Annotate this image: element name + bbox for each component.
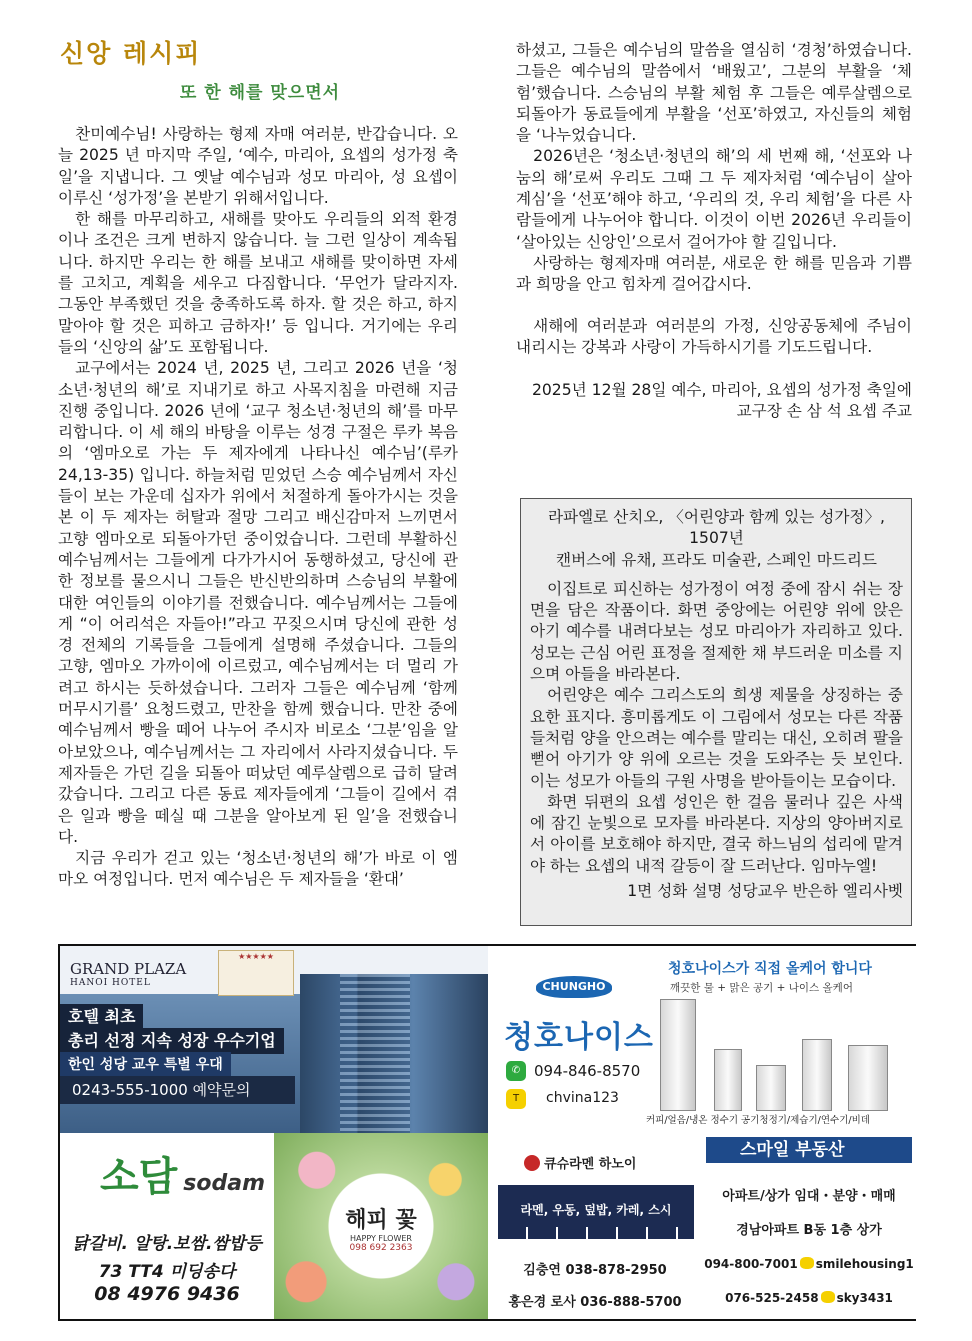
grand-plaza-logo (70, 960, 186, 988)
ramen-contact-2: 홍은경 로사 036-888-5700 (508, 1295, 682, 1310)
sodam-brand (100, 1145, 265, 1202)
chungho-kakao: chvina123 (546, 1090, 619, 1106)
grand-plaza-line1: 호텔 최초 (60, 1004, 143, 1030)
ad-smile-realty[interactable] (702, 1133, 916, 1319)
smile-line2: 경남아파트 B동 1층 상가 (736, 1223, 882, 1238)
grand-plaza-line2: 총리 선정 지속 성장 우수기업 (60, 1028, 284, 1054)
artwork-medium: 캔버스에 유채, 프라도 미술관, 스페인 마드리드 (556, 550, 877, 569)
signature (516, 380, 912, 423)
smile-contact-2 (702, 1291, 916, 1305)
smile-contact-1 (702, 1257, 916, 1271)
artwork-note-heading (530, 507, 903, 571)
grand-plaza-phone: 0243-555-1000 예약문의 (60, 1076, 295, 1104)
ramen-contact-1: 김충연 038-878-2950 (523, 1263, 667, 1278)
signature-date: 2025년 12월 28일 예수, 마리아, 요셉의 성가정 축일에 (531, 381, 912, 400)
smile-phone-1: 094-800-7001 (704, 1257, 798, 1271)
artwork-title: 라파엘로 산치오, 〈어린양과 함께 있는 성가정〉, 1507년 (547, 508, 886, 548)
sodam-name-en: sodam (183, 1171, 266, 1196)
grand-plaza-line3: 한인 성당 교우 특별 우대 (60, 1052, 231, 1078)
sodam-name: 소담 (100, 1154, 178, 1200)
sodam-menu: 닭갈비. 알탕.보쌈.쌈밥등 (72, 1234, 262, 1254)
page-subtitle: 또 한 해를 맞으면서 (179, 83, 341, 103)
right-paragraph: 사랑하는 형제자매 여러분, 새로운 한 해를 믿음과 기쁨과 희망을 안고 힘차게 걸어갑시다. (516, 253, 912, 294)
right-column (516, 40, 912, 423)
ramen-menu-banner (498, 1185, 694, 1239)
ad-sodam[interactable] (60, 1133, 274, 1319)
chungho-headline: 청호나이스가 직접 올케어 합니다 (668, 961, 872, 977)
star-rating-badge: ★★★★★ (218, 950, 294, 996)
left-paragraph: 지금 우리가 걷고 있는 ‘청소년·청년의 해’가 바로 이 엠마오 여정입니다. 먼저 예수님은 두 제자들을 ‘환대’ (58, 849, 458, 889)
smile-phone-2: 076-525-2458 (725, 1291, 819, 1305)
artwork-paragraph: 화면 뒤편의 요셉 성인은 한 걸음 물러나 깊은 사색에 잠긴 눈빛으로 모자를 바라본다. 지상의 양아버지로서 아이를 보호해야 하지만, 결국 하느님의 섭리에 맡겨야 하는 요셉의 내적 갈등이 잘 드러난다. 임마누엘! (530, 792, 903, 875)
ad-chungho[interactable] (488, 946, 916, 1133)
chungho-badge: CHUNGHO (536, 976, 612, 998)
air-purifier-image (802, 1039, 832, 1111)
phone-icon: ✆ (506, 1061, 526, 1081)
left-paragraph: 찬미예수님! 사랑하는 형제 자매 여러분, 반갑습니다. 오늘 2025 년 마지막 주일, ‘예수, 마리아, 요셉의 성가정 축일’을 지냅니다. 그 옛날 예수님과 성모 마리아, 성 요셉이 이루신 ‘성가정’을 본받기 위해서입니다. (58, 125, 458, 207)
dehumidifier-image (848, 1045, 888, 1111)
chungho-brand: 청호나이스 (504, 1020, 654, 1055)
ad-kyushu-ramen[interactable] (488, 1133, 702, 1319)
coffee-machine-image (756, 1065, 786, 1111)
ramen-menu: 라멘, 우동, 덮밥, 카레, 스시 (520, 1203, 672, 1217)
kakao-talk-icon (800, 1257, 814, 1269)
sodam-address: 73 TT4 미딩송다 (98, 1262, 236, 1282)
flower-brand-en: HAPPY FLOWER (350, 1234, 412, 1243)
left-paragraph: 교구에서는 2024 년, 2025 년, 그리고 2026 년을 ‘청소년·청년의 해’로 지내기로 하고 사목지침을 마련해 지금 진행 중입니다. 2026 년에 ‘교구 청소년·청년의 해’를 마무리합니다. 이 세 해의 바탕을 이루는 성경 구절은 루카 복음의 ‘엠마오로 가는 두 제자에게 나타나신 예수님’(루카 24,13-35) 입니다. 하늘처럼 믿었던 스승 예수님께서 자신들이 보는 가운데 십자가 위에서 처절하게 돌아가시는 것을 본 이 두 제자는 허탈과 절망 그리고 배신감마저 느끼면서 고향 엠마오로 되돌아가던 중이었습니다. 그런데 부활하신 예수님께서는 그들에게 다가가시어 동행하셨고, 당신에 관한 정보를 물으시니 그들은 반신반의하며 스승님의 부활에 대한 여인들의 이야기를 전했습니다. 예수님께서는 그들에게 “이 어리석은 자들아!”라고 꾸짖으시며 당신에 관한 성경 전체의 기록들을 그들에게 설명해 주셨습니다. 그들의 고향, 엠마오 가까이에 이르렀고, 예수님께서는 더 멀리 가려고 하시는 듯하셨습니다. 그러자 그들은 예수님께 ‘함께 머무시기를’ 요청드렸고, 만찬을 함께 했습니다. 만찬 중에 예수님께서 빵을 떼어 나누어 주시자 비로소 ‘그분’임을 알아보았으나, 예수님께서는 그 자리에서 사라지셨습니다. 두 제자들은 가던 길을 되돌아 떠났던 예루살렘으로 급히 달려갔습니다. 그리고 다른 동료 제자들에게 ‘그들이 길에서 겪은 일과 빵을 떼실 때 그분을 알아보게 된 일’을 전했습니다. (58, 359, 458, 846)
signature-name: 교구장 손 삼 석 요셉 주교 (736, 402, 912, 421)
flower-logo (274, 1203, 488, 1253)
grand-plaza-name: GRAND PLAZA (70, 960, 187, 978)
smile-kakao-2: sky3431 (836, 1291, 893, 1305)
artwork-credit: 1면 성화 설명 성당교우 반은하 엘리사벳 (627, 882, 903, 901)
smile-header (706, 1137, 912, 1163)
smile-line1: 아파트/상가 임대・분양・매매 (722, 1189, 896, 1204)
right-paragraph: 2026년은 ‘청소년·청년의 해’의 세 번째 해, ‘선포와 나눔의 해’로써 우리도 그때 그 두 제자처럼 ‘예수님이 살아계심’을 ‘선포’해야 하고, ‘우리의 것, 우리 체험’을 다른 사람들에게 나누어야 합니다. 이것이 이번 2026년 우리들이 ‘살아있는 신앙인’으로서 걸어가야 할 길입니다. (516, 147, 912, 251)
artwork-note-box (520, 498, 912, 926)
smile-kakao-1: smilehousing1 (815, 1257, 914, 1271)
chungho-products: 커피/얼음/냉온 정수기 공기청정기/제습기/연수기/비데 (646, 1115, 870, 1126)
kakao-talk-icon (821, 1291, 835, 1303)
chungho-phone: 094-846-8570 (534, 1062, 641, 1080)
advertisement-grid (58, 944, 916, 1321)
water-purifier-image (660, 999, 696, 1111)
chungho-tagline: 깨끗한 물 + 맑은 공기 + 나이스 올케어 (670, 982, 853, 994)
flower-phone: 098 692 2363 (349, 1243, 413, 1253)
sodam-phone: 08 4976 9436 (94, 1283, 240, 1305)
flower-brand: 해피 꽃 (345, 1208, 417, 1233)
artwork-paragraph: 어린양은 예수 그리스도의 희생 제물을 상징하는 중요한 표지다. 흥미롭게도 이 그림에서 성모는 다른 작품들처럼 양을 안으려는 예수를 말리는 대신, 오히려 팔을 뻗어 아기가 양 위에 오르는 것을 도와주는 듯 보인다. 이는 성모가 아들의 구원 사명을 받아들이는 모습이다. (530, 686, 903, 790)
right-paragraph: 새해에 여러분과 여러분의 가정, 신앙공동체에 주님이 내리시는 강복과 사랑이 가득하시기를 기도드립니다. (516, 316, 912, 356)
water-purifier-image (714, 1049, 742, 1111)
ad-happy-flower[interactable] (274, 1133, 488, 1319)
left-column (58, 124, 458, 891)
right-paragraph: 하셨고, 그들은 예수님의 말씀을 열심히 ‘경청’하였습니다. 그들은 예수님의 말씀에서 ‘배웠고’, 그분의 부활을 ‘체험’했습니다. 스승님의 부활 체험 후 그들은 예루살렘으로 되돌아가 동료들에게 부활을 ‘선포’하였고, 자신들의 체험을 ‘나누었습니다. (516, 41, 912, 145)
left-paragraph: 한 해를 마무리하고, 새해를 맞아도 우리들의 외적 환경이나 조건은 크게 변하지 않습니다. 늘 그런 일상이 계속됩니다. 하지만 우리는 한 해를 보내고 새해를 맞이하면 자세를 고치고, 계획을 세우고 다짐합니다. ‘무언가 달라지자. 그동안 부족했던 것을 충족하도록 하자. 할 것은 하고, 하지 말아야 할 것은 피하고 금하자!’ 등 입니다. 거기에는 우리들의 ‘신앙의 삶’도 포함됩니다. (58, 210, 458, 356)
grand-plaza-sub: HANOI HOTEL (70, 978, 151, 988)
ad-grand-plaza[interactable] (60, 946, 488, 1133)
smile-name: 스마일 부동산 (740, 1140, 845, 1160)
ramen-logo: 큐슈라멘 하노이 (524, 1153, 636, 1172)
hotel-building-image (300, 974, 488, 1133)
page-title: 신앙 레시피 (60, 39, 202, 68)
artwork-paragraph: 이집트로 피신하는 성가정이 여정 중에 잠시 쉬는 장면을 담은 작품이다. 화면 중앙에는 어린양 위에 앉은 아기 예수를 내려다보는 성모 마리아가 자리하고 있다. 성모는 근심 어린 표정을 절제한 채 부드러운 미소를 지으며 아들을 바라본다. (530, 579, 903, 684)
kakao-talk-icon: T (506, 1089, 526, 1109)
